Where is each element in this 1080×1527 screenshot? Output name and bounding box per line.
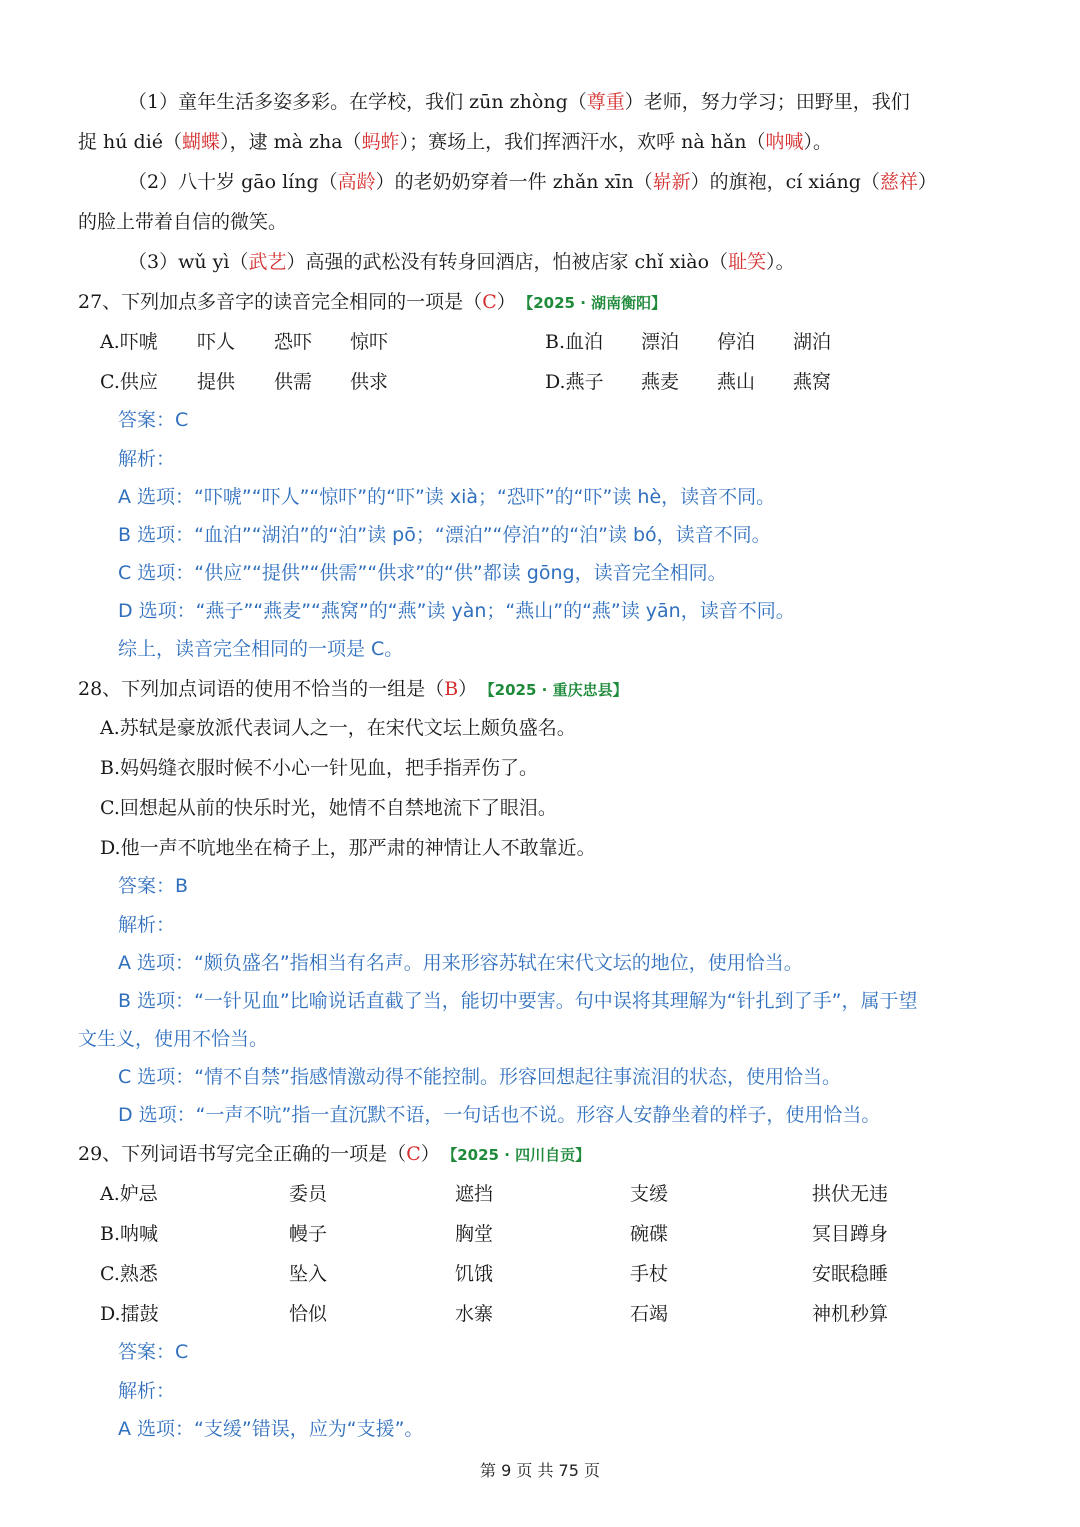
- q27-option: 供需: [274, 371, 313, 393]
- text: （3）wǔ yì（: [128, 251, 249, 273]
- q27-option: 漂泊: [641, 331, 680, 353]
- q28-analysis-label: 解析：: [118, 914, 176, 936]
- question-27-stem: [78, 290, 666, 315]
- q27-analysis-d: D 选项：“燕子”“燕麦”“燕窝”的“燕”读 yàn；“燕山”的“燕”读 yān，读音不同。: [118, 600, 795, 622]
- fill-line-1: [128, 90, 910, 114]
- q29-option: 水寨: [455, 1303, 494, 1325]
- q27-option: B.血泊: [545, 331, 604, 353]
- q27-option: 湖泊: [793, 331, 832, 353]
- page-footer: 第 9 页 共 75 页: [480, 1461, 600, 1480]
- text: ）: [420, 1143, 440, 1165]
- q27-option: 惊吓: [350, 331, 389, 353]
- q29-analysis-a: A 选项：“支缓”错误，应为“支援”。: [118, 1418, 424, 1440]
- q29-option: 神机秒算: [812, 1303, 889, 1325]
- q27-option: 供求: [350, 371, 389, 393]
- text: ），逮 mà zha（: [220, 131, 362, 153]
- q29-analysis-label: 解析：: [118, 1380, 176, 1402]
- q27-analysis-c: C 选项：“供应”“提供”“供需”“供求”的“供”都读 gōng，读音完全相同。: [118, 562, 727, 584]
- q29-option: B.呐喊: [100, 1223, 159, 1245]
- q29-option: 幔子: [289, 1223, 328, 1245]
- text: ）老师，努力学习；田野里，我们: [624, 91, 910, 113]
- q29-option: C.熟悉: [100, 1263, 158, 1285]
- q27-option: 燕窝: [793, 371, 832, 393]
- answer-mark: B: [444, 678, 459, 700]
- q29-option: 拱伏无违: [812, 1183, 889, 1205]
- text: （1）童年生活多姿多彩。在学校，我们 zūn zhòng（: [128, 91, 587, 113]
- q28-answer: 答案：B: [118, 875, 189, 897]
- filled-answer: 蝴蝶: [182, 131, 221, 153]
- q27-option: A.吓唬: [100, 331, 158, 353]
- answer-mark: C: [406, 1143, 421, 1165]
- q28-analysis-a: A 选项：“颇负盛名”指相当有名声。用来形容苏轼在宋代文坛的地位，使用恰当。: [118, 952, 803, 974]
- q27-analysis-a: A 选项：“吓唬”“吓人”“惊吓”的“吓”读 xià；“恐吓”的“吓”读 hè，读音不同。: [118, 486, 776, 508]
- q27-answer: 答案：C: [118, 409, 189, 431]
- q29-option: 胸堂: [455, 1223, 494, 1245]
- q27-option: 提供: [197, 371, 236, 393]
- q27-option: 燕麦: [641, 371, 680, 393]
- q29-option: 遮挡: [455, 1183, 494, 1205]
- filled-answer: 武艺: [248, 251, 287, 273]
- q27-option: 燕山: [717, 371, 756, 393]
- text: 27、下列加点多音字的读音完全相同的一项是（: [78, 291, 483, 313]
- filled-answer: 呐喊: [765, 131, 804, 153]
- q29-answer: 答案：C: [118, 1341, 189, 1363]
- q29-option: D.擂鼓: [100, 1303, 159, 1325]
- q28-option-c: C.回想起从前的快乐时光，她情不自禁地流下了眼泪。: [100, 797, 557, 819]
- fill-line-5: [128, 250, 795, 274]
- q29-option: 冥目蹲身: [812, 1223, 889, 1245]
- text: ）: [917, 171, 937, 193]
- q28-analysis-b1: B 选项：“一针见血”比喻说话直截了当，能切中要害。句中误将其理解为“针扎到了手”，属于望: [118, 990, 918, 1012]
- q27-option: C.供应: [100, 371, 158, 393]
- q29-option: 委员: [289, 1183, 328, 1205]
- text: ）的老奶奶穿着一件 zhǎn xīn（: [375, 171, 653, 193]
- filled-answer: 高龄: [337, 171, 376, 193]
- question-29-stem: [78, 1142, 590, 1167]
- source-tag: 【2025 · 四川自贡】: [449, 1146, 591, 1164]
- q27-analysis-b: B 选项：“血泊”“湖泊”的“泊”读 pō；“漂泊”“停泊”的“泊”读 bó，读音不同。: [118, 524, 771, 546]
- q29-option: 饥饿: [455, 1263, 494, 1285]
- q27-option: 恐吓: [274, 331, 313, 353]
- text: ）。: [766, 251, 795, 273]
- filled-answer: 慈祥: [879, 171, 918, 193]
- q28-option-a: A.苏轼是豪放派代表词人之一，在宋代文坛上颇负盛名。: [100, 717, 576, 739]
- q28-option-d: D.他一声不吭地坐在椅子上，那严肃的神情让人不敢靠近。: [100, 837, 596, 859]
- q27-option: 停泊: [717, 331, 756, 353]
- q28-analysis-c: C 选项：“情不自禁”指感情激动得不能控制。形容回想起往事流泪的状态，使用恰当。: [118, 1066, 841, 1088]
- q29-option: 安眠稳睡: [812, 1263, 889, 1285]
- text: ）高强的武松没有转身回酒店，怕被店家 chǐ xiào（: [286, 251, 729, 273]
- filled-answer: 尊重: [586, 91, 625, 113]
- source-tag: 【2025 · 湖南衡阳】: [525, 294, 667, 312]
- fill-line-4: 的脸上带着自信的微笑。: [78, 211, 288, 233]
- text: 捉 hú dié（: [78, 131, 183, 153]
- fill-line-2: [78, 130, 832, 154]
- source-tag: 【2025 · 重庆忠县】: [487, 681, 628, 699]
- fill-line-3: [128, 170, 937, 194]
- filled-answer: 耻笑: [728, 251, 767, 273]
- question-28-stem: [78, 677, 628, 702]
- answer-mark: C: [482, 291, 497, 313]
- q29-option: 手杖: [630, 1263, 669, 1285]
- text: 28、下列加点词语的使用不恰当的一组是（: [78, 678, 445, 700]
- filled-answer: 崭新: [652, 171, 691, 193]
- text: ）。: [803, 131, 833, 153]
- q28-option-b: B.妈妈缝衣服时候不小心一针见血，把手指弄伤了。: [100, 757, 539, 779]
- q27-analysis-summary: 综上，读音完全相同的一项是 C。: [118, 638, 404, 660]
- q27-analysis-label: 解析：: [118, 448, 176, 470]
- text: ）；赛场上，我们挥洒汗水，欢呼 nà hǎn（: [399, 131, 766, 153]
- q29-option: 坠入: [289, 1263, 328, 1285]
- text: ）的旗袍，cí xiáng（: [690, 171, 880, 193]
- q29-option: 石竭: [630, 1303, 669, 1325]
- q29-option: 碗碟: [630, 1223, 669, 1245]
- text: 29、下列词语书写完全正确的一项是（: [78, 1143, 407, 1165]
- q28-analysis-b2: 文生义，使用不恰当。: [78, 1028, 269, 1050]
- q29-option: 支缓: [630, 1183, 669, 1205]
- q29-option: A.妒忌: [100, 1183, 158, 1205]
- text: （2）八十岁 gāo líng（: [128, 171, 338, 193]
- text: ）: [458, 678, 478, 700]
- q27-option: 吓人: [197, 331, 236, 353]
- text: ）: [496, 291, 516, 313]
- q27-option: D.燕子: [545, 371, 604, 393]
- q28-analysis-d: D 选项：“一声不吭”指一直沉默不语，一句话也不说。形容人安静坐着的样子，使用恰当。: [118, 1104, 881, 1126]
- q29-option: 恰似: [289, 1303, 328, 1325]
- filled-answer: 蚂蚱: [361, 131, 400, 153]
